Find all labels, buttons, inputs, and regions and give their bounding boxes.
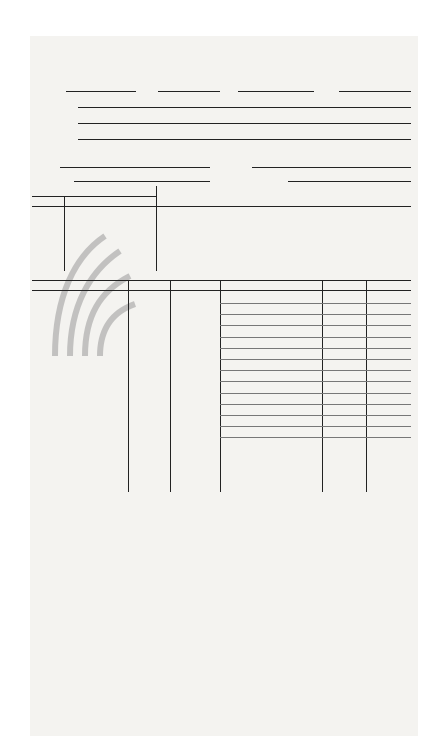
field-sheet — [30, 36, 418, 736]
